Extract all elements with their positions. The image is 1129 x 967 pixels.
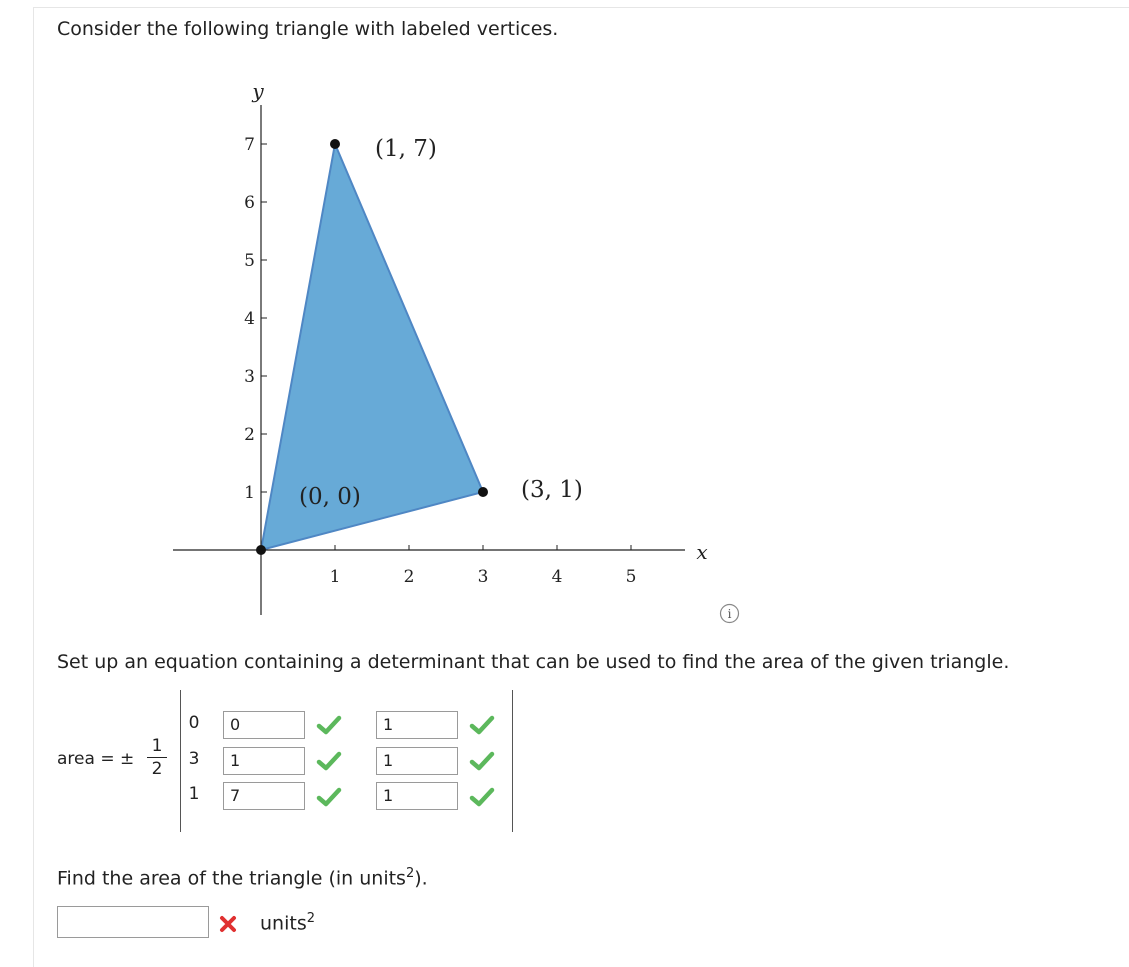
y-tick-label: 4 (244, 309, 255, 329)
det-row3-one-input[interactable]: 1 (376, 782, 458, 810)
y-tick-label: 1 (244, 483, 255, 503)
det-row3-y-input[interactable]: 7 (223, 782, 305, 810)
x-axis-label: x (696, 540, 708, 564)
graph-svg (165, 70, 725, 640)
area-label: area = ± (57, 749, 135, 769)
det-row1-y-input[interactable]: 0 (223, 711, 305, 739)
check-icon (469, 786, 495, 808)
question-intro: Consider the following triangle with labeled vertices. (57, 18, 559, 40)
check-icon (316, 786, 342, 808)
one-half-fraction (147, 736, 167, 779)
y-tick-label: 2 (244, 425, 255, 445)
top-divider (34, 7, 1129, 8)
vertex-label: (3, 1) (521, 477, 583, 503)
x-tick-label: 3 (477, 567, 489, 587)
determinant-left-bar (180, 690, 181, 832)
x-icon (218, 914, 238, 934)
det-row3-x: 1 (188, 784, 200, 804)
check-icon (469, 750, 495, 772)
left-divider (33, 7, 34, 967)
find-area-exponent: 2 (405, 866, 415, 881)
vertex-label: (1, 7) (375, 136, 437, 162)
units-exponent: 2 (306, 911, 315, 926)
check-icon (316, 714, 342, 736)
svg-text:i: i (727, 607, 732, 621)
info-icon[interactable] (719, 603, 740, 624)
vertex-point (478, 487, 488, 497)
check-icon (316, 750, 342, 772)
det-row2-x: 3 (188, 749, 200, 769)
fraction-denominator: 2 (151, 759, 163, 779)
units-text: units (260, 912, 307, 935)
find-area-prompt (57, 866, 428, 889)
x-tick-label: 2 (403, 567, 415, 587)
y-tick-label: 3 (244, 367, 255, 387)
y-tick-label: 7 (244, 135, 255, 155)
units-label (260, 911, 315, 934)
triangle-shape (261, 144, 483, 550)
vertex-label: (0, 0) (299, 484, 361, 510)
y-tick-label: 5 (244, 251, 255, 271)
find-area-text: Find the area of the triangle (in units (57, 867, 406, 890)
determinant-right-bar (512, 690, 513, 832)
x-tick-label: 5 (625, 567, 637, 587)
det-row2-one-input[interactable]: 1 (376, 747, 458, 775)
det-row1-x: 0 (188, 713, 200, 733)
x-tick-label: 4 (551, 567, 563, 587)
check-icon (469, 714, 495, 736)
y-tick-label: 6 (244, 193, 255, 213)
x-tick-label: 1 (329, 567, 341, 587)
det-row1-one-input[interactable]: 1 (376, 711, 458, 739)
fraction-bar (147, 757, 167, 758)
find-area-suffix: ). (414, 867, 428, 890)
y-axis-label: y (252, 79, 264, 103)
fraction-numerator: 1 (151, 736, 163, 756)
det-row2-y-input[interactable]: 1 (223, 747, 305, 775)
triangle-graph (165, 70, 725, 640)
determinant-instruction: Set up an equation containing a determinant that can be used to find the area of the given triangle. (57, 651, 1010, 673)
vertex-point (330, 139, 340, 149)
vertex-point (256, 545, 266, 555)
area-answer-input[interactable] (57, 906, 209, 938)
